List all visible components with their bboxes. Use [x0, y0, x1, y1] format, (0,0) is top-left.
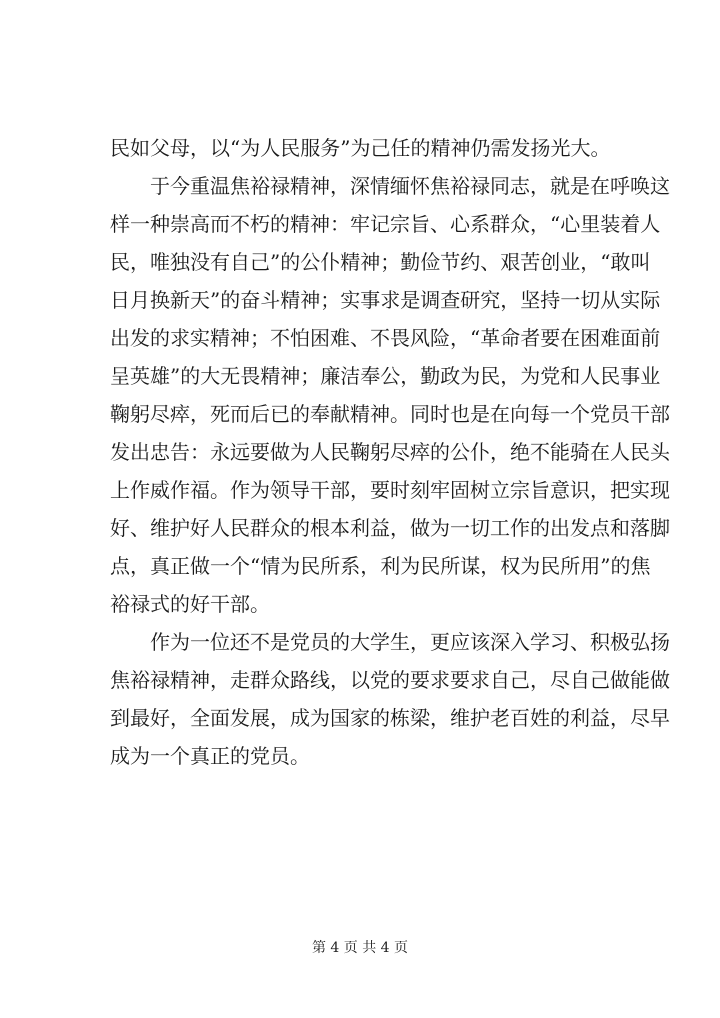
- text-line-7: 呈英雄”的大无畏精神；廉洁奉公，勤政为民，为党和人民事业: [110, 364, 661, 388]
- text-line-15: 焦裕禄精神，走群众路线，以党的要求要求自己，尽自己做能做: [110, 668, 670, 692]
- text-line-8: 鞠躬尽瘁，死而后已的奉献精神。同时也是在向每一个党员干部: [110, 402, 670, 426]
- text-line-6: 出发的求实精神；不怕困难、不畏风险，“革命者要在困难面前: [110, 326, 661, 350]
- text-line-17: 成为一个真正的党员。: [110, 744, 310, 768]
- text-line-10: 上作威作福。作为领导干部，要时刻牢固树立宗旨意识，把实现: [110, 478, 670, 502]
- text-line-16: 到最好，全面发展，成为国家的栋梁，维护老百姓的利益，尽早: [110, 706, 670, 730]
- text-line-13: 裕禄式的好干部。: [110, 592, 270, 616]
- text-line-2: 于今重温焦裕禄精神，深情缅怀焦裕禄同志，就是在呼唤这: [110, 174, 670, 198]
- text-line-4: 民，唯独没有自己”的公仆精神；勤俭节约、艰苦创业，“敢叫: [110, 250, 651, 274]
- text-line-3: 样一种崇高而不朽的精神：牢记宗旨、心系群众，“心里装着人: [110, 212, 661, 236]
- text-line-11: 好、维护好人民群众的根本利益，做为一切工作的出发点和落脚: [110, 516, 670, 540]
- page-number-footer: 第 4 页 共 4 页: [311, 940, 409, 956]
- text-line-14: 作为一位还不是党员的大学生，更应该深入学习、积极弘扬: [110, 630, 670, 654]
- text-line-9: 发出忠告：永远要做为人民鞠躬尽瘁的公仆，绝不能骑在人民头: [110, 440, 670, 464]
- text-line-12: 点，真正做一个“情为民所系，利为民所谋，权为民所用”的焦: [110, 554, 651, 578]
- text-line-5: 日月换新天”的奋斗精神；实事求是调查研究，坚持一切从实际: [110, 288, 661, 312]
- text-line-1: 民如父母，以“为人民服务”为己任的精神仍需发扬光大。: [110, 136, 611, 160]
